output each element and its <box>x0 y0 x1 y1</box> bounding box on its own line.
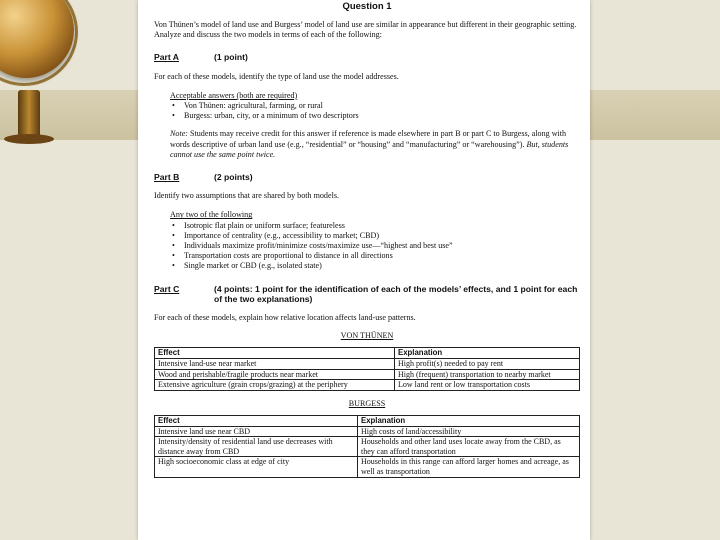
burgess-table <box>154 415 580 478</box>
list-item: • Importance of centrality (e.g., accessibility to market; CBD) <box>184 231 580 241</box>
table-cell: Intensive land use near CBD <box>155 426 358 437</box>
document-page <box>138 0 590 540</box>
table-cell: High costs of land/accessibility <box>358 426 580 437</box>
table-cell: Households and other land uses locate away from the CBD, as they can afford transportation <box>358 437 580 457</box>
table-row <box>155 380 580 391</box>
list-item: • Isotropic flat plain or uniform surface; featureless <box>184 221 580 231</box>
note-label: Note: <box>170 129 188 139</box>
header-effect: Effect <box>155 348 395 359</box>
part-c-name: Part C <box>154 283 180 294</box>
part-b-answers-label: Any two of the following <box>170 210 253 220</box>
part-b-prompt: Identify two assumptions that are shared by both models. <box>154 191 339 201</box>
note-tail: But, students cannot use the same point twice. <box>170 139 569 159</box>
table-cell: High profit(s) needed to pay rent <box>395 359 580 370</box>
table-cell: Low land rent or low transportation costs <box>395 380 580 391</box>
burgess-label: BURGESS <box>348 398 386 408</box>
question-intro: Von Thünen’s model of land use and Burgess’ model of land use are similar in appearance but different in their geographic setting. Analyze and discuss the two models in terms of each of the following: <box>154 20 577 40</box>
table-header-row <box>155 348 580 359</box>
note-text: Students may receive credit for this answer if reference is made elsewhere in part B or part C to Burgess, along with words descriptive of urban land use (e.g., “residential” or “housing” and “manufacturing” or “warehousing”). <box>170 129 567 149</box>
part-a-name: Part A <box>154 52 179 63</box>
part-c-prompt: For each of these models, explain how relative location affects land-use patterns. <box>154 313 416 323</box>
von-thunen-label: VON THÜNEN <box>340 331 394 341</box>
table-cell: High (frequent) transportation to nearby market <box>395 369 580 380</box>
table-row <box>155 457 580 477</box>
part-a-points: (1 point) <box>214 52 248 63</box>
part-a-answers-label: Acceptable answers (both are required) <box>170 90 298 100</box>
table-row <box>155 426 580 437</box>
question-title: Question 1 <box>342 1 392 12</box>
part-a-heading <box>154 52 580 62</box>
part-b-name: Part B <box>154 172 180 183</box>
header-explanation: Explanation <box>395 348 580 359</box>
part-c-heading <box>154 284 580 304</box>
list-item: • Von Thünen: agricultural, farming, or rural <box>184 101 580 111</box>
part-b-points: (2 points) <box>214 172 253 183</box>
part-b-answers-list <box>170 221 580 272</box>
table-cell: Intensive land-use near market <box>155 359 395 370</box>
list-item: • Individuals maximize profit/minimize costs/maximize use—“highest and best use” <box>184 241 580 251</box>
table-row <box>155 359 580 370</box>
table-cell: High socioeconomic class at edge of city <box>155 457 358 477</box>
header-effect: Effect <box>155 416 358 427</box>
part-a-note <box>170 129 580 160</box>
von-thunen-table <box>154 347 580 390</box>
part-c-points: (4 points: 1 point for the identification of each of the models’ effects, and 1 point for each of the two explanations) <box>214 283 578 304</box>
list-item: • Transportation costs are proportional to distance in all directions <box>184 251 580 261</box>
table-header-row <box>155 416 580 427</box>
globe-stand <box>18 90 40 138</box>
table-row <box>155 369 580 380</box>
table-cell: Wood and perishable/fragile products near market <box>155 369 395 380</box>
table-cell: Extensive agriculture (grain crops/grazing) at the periphery <box>155 380 395 391</box>
table-cell: Households in this range can afford larger homes and acreage, as well as transportation <box>358 457 580 477</box>
globe-base <box>4 134 54 144</box>
list-item: • Single market or CBD (e.g., isolated state) <box>184 261 580 271</box>
part-a-answers-list <box>170 101 580 121</box>
header-explanation: Explanation <box>358 416 580 427</box>
table-row <box>155 437 580 457</box>
part-a-prompt: For each of these models, identify the type of land use the model addresses. <box>154 71 399 81</box>
list-item: • Burgess: urban, city, or a minimum of two descriptors <box>184 111 580 121</box>
part-b-heading <box>154 172 580 182</box>
table-cell: Intensity/density of residential land use decreases with distance away from CBD <box>155 437 358 457</box>
